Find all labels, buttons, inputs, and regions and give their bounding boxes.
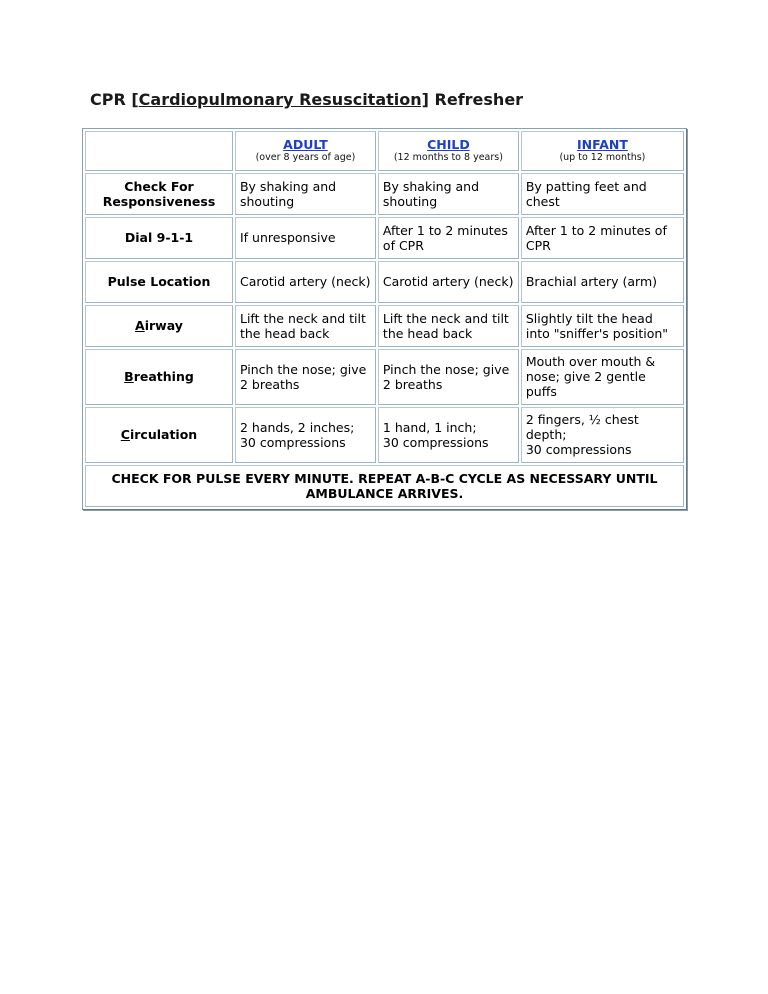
row-label-breathing (85, 349, 233, 405)
table-row (85, 261, 684, 303)
header-child-sub: (12 months to 8 years) (393, 152, 503, 164)
title-underlined: Cardiopulmonary Resuscitation] (138, 90, 429, 109)
header-infant (521, 131, 684, 171)
table-row (85, 349, 684, 405)
cell-line: 2 hands, 2 inches; (239, 419, 355, 435)
cell-line: 2 fingers, ½ chest depth; (525, 412, 639, 443)
cell-infant: By patting feet and chest (521, 173, 684, 215)
cell-adult: If unresponsive (235, 217, 376, 259)
airway-rest: irway (144, 318, 183, 334)
breathing-rest: reathing (133, 369, 194, 385)
page-title (90, 90, 523, 109)
cell-line: 30 compressions (239, 434, 346, 450)
cpr-table-frame (82, 128, 687, 510)
table-footer-row (85, 465, 684, 507)
cell-adult: By shaking and shouting (235, 173, 376, 215)
cell-adult (235, 407, 376, 463)
cell-line: 30 compressions (525, 442, 632, 458)
cell-child (378, 407, 519, 463)
cell-child: Carotid artery (neck) (378, 261, 519, 303)
cell-line: 1 hand, 1 inch; (382, 419, 477, 435)
cell-child: By shaking and shouting (378, 173, 519, 215)
header-child (378, 131, 519, 171)
cell-infant: After 1 to 2 minutes of CPR (521, 217, 684, 259)
cell-child: After 1 to 2 minutes of CPR (378, 217, 519, 259)
cell-infant: Mouth over mouth & nose; give 2 gentle puffs (521, 349, 684, 405)
cell-child: Lift the neck and tilt the head back (378, 305, 519, 347)
row-label-responsiveness: Check For Responsiveness (85, 173, 233, 215)
circulation-rest: irculation (129, 427, 198, 443)
airway-initial: A (135, 318, 145, 334)
cell-child: Pinch the nose; give 2 breaths (378, 349, 519, 405)
footer-note: CHECK FOR PULSE EVERY MINUTE. REPEAT A-B-C CYCLE AS NECESSARY UNTIL AMBULANCE ARRIVES. (85, 465, 684, 507)
title-prefix: CPR [ (90, 90, 139, 109)
row-label-circulation (85, 407, 233, 463)
header-child-link[interactable]: CHILD (427, 137, 470, 153)
table-row (85, 217, 684, 259)
cell-line: 30 compressions (382, 434, 489, 450)
row-label-dial: Dial 9-1-1 (85, 217, 233, 259)
header-adult (235, 131, 376, 171)
table-row (85, 173, 684, 215)
breathing-initial: B (124, 369, 134, 385)
header-adult-link[interactable]: ADULT (283, 137, 328, 153)
header-infant-sub: (up to 12 months) (559, 152, 646, 164)
cell-adult: Carotid artery (neck) (235, 261, 376, 303)
row-label-pulse: Pulse Location (85, 261, 233, 303)
header-adult-sub: (over 8 years of age) (255, 152, 356, 164)
header-infant-link[interactable]: INFANT (576, 137, 628, 153)
cell-infant: Brachial artery (arm) (521, 261, 684, 303)
cell-infant (521, 407, 684, 463)
circulation-initial: C (120, 427, 130, 443)
cell-adult: Lift the neck and tilt the head back (235, 305, 376, 347)
cell-infant: Slightly tilt the head into "sniffer's position" (521, 305, 684, 347)
cell-adult: Pinch the nose; give 2 breaths (235, 349, 376, 405)
table-row (85, 305, 684, 347)
table-header-row (85, 131, 684, 171)
header-corner-cell (85, 131, 233, 171)
cpr-table (83, 129, 686, 509)
title-suffix: Refresher (428, 90, 524, 109)
row-label-airway (85, 305, 233, 347)
table-row (85, 407, 684, 463)
